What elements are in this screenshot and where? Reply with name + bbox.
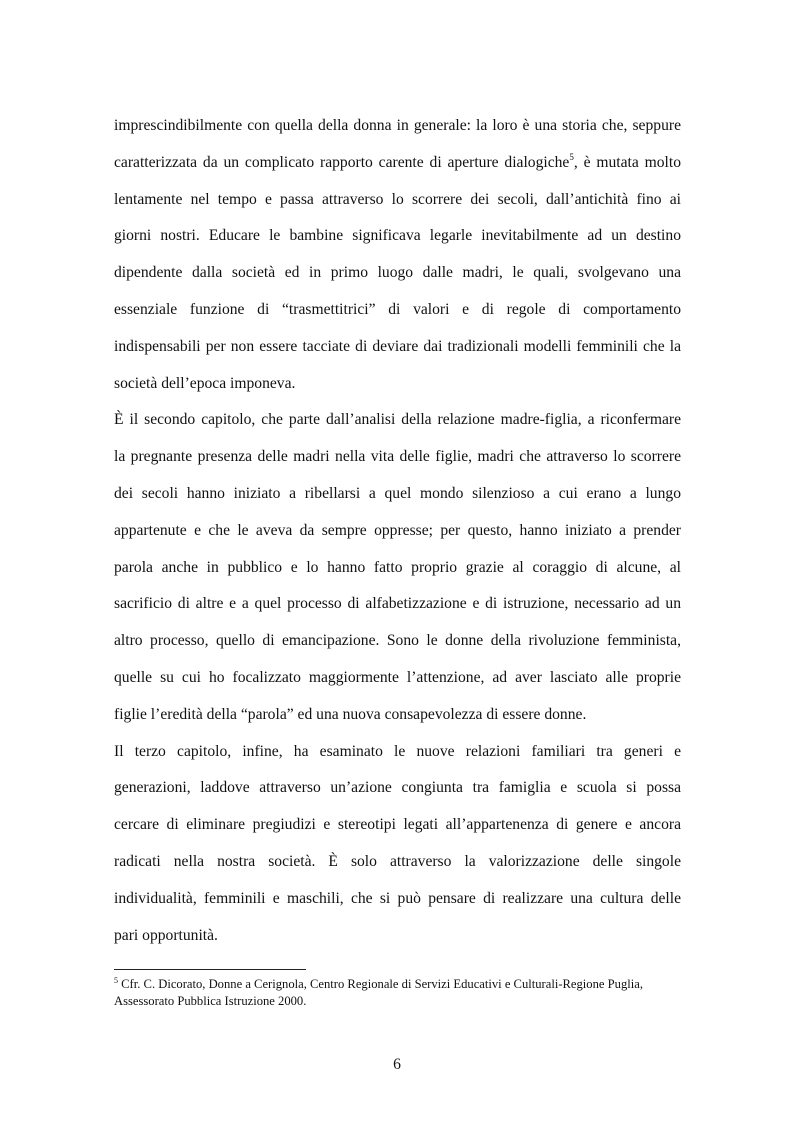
text-line: quelle su cui ho focalizzato maggiormente l’attenzione, ad aver lasciato alle proprie	[114, 668, 681, 686]
text-line: radicati nella nostra società. È solo attraverso la valorizzazione delle singole	[114, 852, 681, 870]
text-line: appartenute e che le aveva da sempre oppresse; per questo, hanno iniziato a prender	[114, 521, 681, 539]
text-span: caratterizzata da un complicato rapporto carente di aperture dialogiche	[114, 153, 570, 171]
footnote-divider	[114, 969, 306, 970]
footnote-line	[114, 976, 681, 993]
text-line: parola anche in pubblico e lo hanno fatto proprio grazie al coraggio di alcune, al	[114, 558, 681, 576]
body-text	[114, 108, 681, 954]
footnote-reference[interactable]: 5	[569, 151, 574, 162]
text-span: , è mutata molto	[573, 153, 681, 171]
footnote-text: Cfr. C. Dicorato, Donne a Cerignola, Centro Regionale di Servizi Educativi e Culturali-Regione Puglia,	[118, 977, 643, 991]
text-line: imprescindibilmente con quella della donna in generale: la loro è una storia che, seppure	[114, 117, 681, 134]
text-line: cercare di eliminare pregiudizi e stereotipi legati all’appartenenza di genere e ancora	[114, 816, 681, 834]
paragraph-1	[114, 108, 681, 402]
text-line: la pregnante presenza delle madri nella vita delle figlie, madri che attraverso lo scorrere	[114, 448, 681, 466]
text-line: individualità, femminili e maschili, che si può pensare di realizzare una cultura delle	[114, 889, 681, 907]
text-line: lentamente nel tempo e passa attraverso lo scorrere dei secoli, dall’antichità fino ai	[114, 190, 681, 208]
paragraph-3	[114, 734, 681, 955]
text-line: essenziale funzione di “trasmettitrici” di valori e di regole di comportamento	[114, 300, 681, 318]
text-line: figlie l’eredità della “parola” ed una nuova consapevolezza di essere donne.	[114, 705, 587, 723]
text-line: dei secoli hanno iniziato a ribellarsi a quel mondo silenzioso a cui erano a lungo	[114, 484, 681, 502]
text-line: generazioni, laddove attraverso un’azione congiunta tra famiglia e scuola si possa	[114, 779, 681, 797]
footnote-marker: 5	[114, 976, 118, 985]
text-line: sacrificio di altre e a quel processo di alfabetizzazione e di istruzione, necessario ad un	[114, 595, 681, 613]
footnote	[114, 976, 681, 1009]
text-line: È il secondo capitolo, che parte dall’analisi della relazione madre-figlia, a riconfermare	[114, 411, 681, 429]
text-line: dipendente dalla società ed in primo luogo dalle madri, le quali, svolgevano una	[114, 264, 681, 282]
text-line: altro processo, quello di emancipazione. Sono le donne della rivoluzione femminista,	[114, 632, 681, 650]
footnote-line: Assessorato Pubblica Istruzione 2000.	[114, 993, 307, 1008]
text-line	[114, 145, 681, 182]
text-line: società dell’epoca imponeva.	[114, 374, 296, 392]
text-line: pari opportunità.	[114, 926, 218, 944]
text-line: Il terzo capitolo, infine, ha esaminato le nuove relazioni familiari tra generi e	[114, 742, 681, 760]
text-line: indispensabili per non essere tacciate di deviare dai tradizionali modelli femminili che la	[114, 337, 681, 355]
page-number: 6	[393, 1056, 401, 1073]
paragraph-2	[114, 402, 681, 733]
text-line: giorni nostri. Educare le bambine significava legarle inevitabilmente ad un destino	[114, 227, 681, 245]
